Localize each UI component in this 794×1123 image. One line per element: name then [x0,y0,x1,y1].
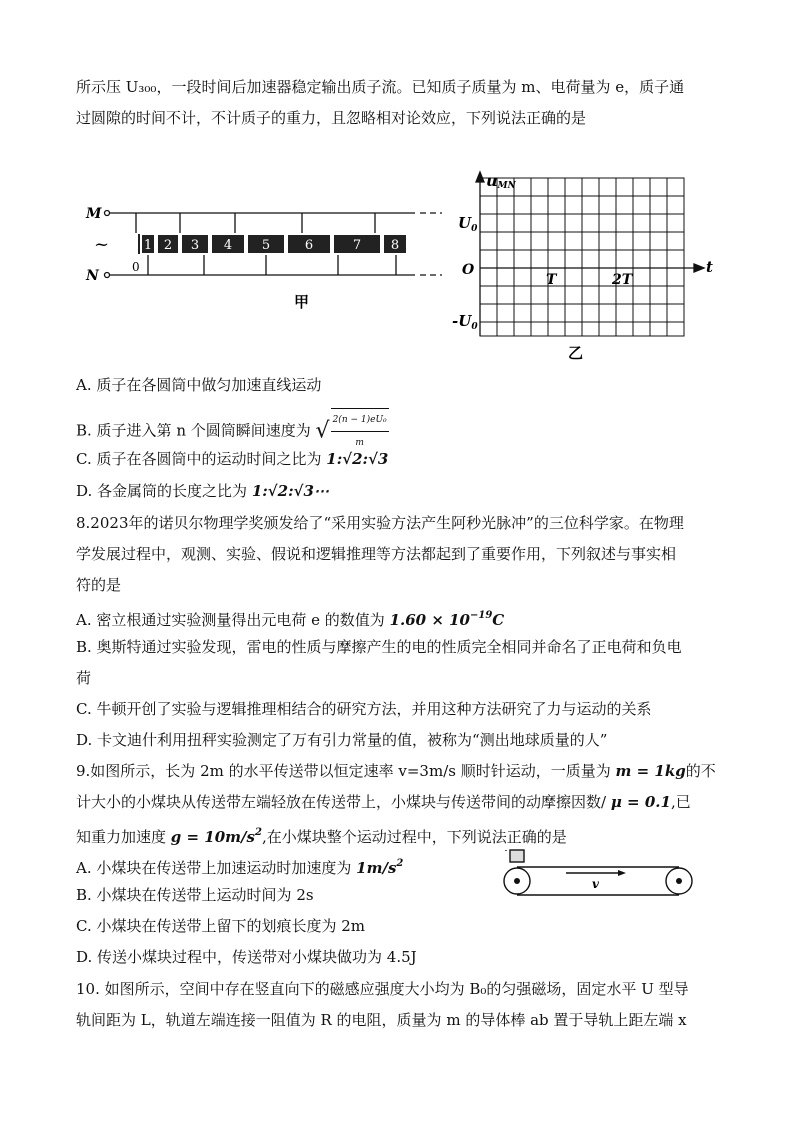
q7-option-b: B. 质子进入第 n 个圆筒瞬间速度为 √ $\frac{\text{2(n − 1)eU₀}}{m}$ [76,408,389,454]
q8-stem-2: 学发展过程中，观测、实验、假说和逻辑推理等方法都起到了重要作用，下列叙述与事实相 [76,545,677,563]
q7-option-c: C. 质子在各圆筒中的运动时间之比为 1:√2:√3 [76,450,389,468]
q10-stem-2: 轨间距为 L，轨道左端连接一阻值为 R 的电阻，质量为 m 的导体棒 ab 置于导轨上距左端 x [76,1011,687,1029]
q9-stem-1: 9.如图所示，长为 2m 的水平传送带以恒定速率 v=3m/s 顺时针运动，一质量为 m = 1kg的不 [76,762,716,780]
tube-label: 2 [163,238,173,253]
figure-conveyor-belt [496,848,702,898]
tube-label: 8 [390,238,400,253]
q8-stem-1: 8.2023年的诺贝尔物理学奖颁发给了“采用实验方法产生阿秒光脉冲”的三位科学家。在物理 [76,514,684,532]
q9-option-c: C. 小煤块在传送带上留下的划痕长度为 2m [76,917,366,935]
2t-label: 2T [612,272,633,288]
tube-label: 6 [304,238,314,253]
label-m: M [86,206,102,222]
q8-option-b-1: B. 奥斯特通过实验发现，雷电的性质与摩擦产生的电的性质完全相同并命名了正电荷和负电 [76,638,682,656]
figure-accelerator [80,195,450,315]
t-label: T [546,272,557,288]
intro-line-2: 过圆隙的时间不计，不计质子的重力，且忽略相对论效应，下列说法正确的是 [76,109,587,127]
tube-label: 4 [223,238,233,253]
q9-option-d: D. 传送小煤块过程中，传送带对小煤块做功为 4.5J [76,948,417,966]
q8-option-b-2: 荷 [76,669,92,687]
u0-label: $U_0$ [458,214,478,234]
tube-label: 3 [190,238,200,253]
belt-velocity-label: v [592,877,599,891]
ac-source-symbol: ~ [94,234,110,255]
q8-stem-3: 符的是 [76,576,122,594]
tube-label: 5 [261,238,271,253]
q9-option-b: B. 小煤块在传送带上运动时间为 2s [76,886,314,904]
q9-stem-3: 知重力加速度 $g = 10m/s^2$,在小煤块整个运动过程中，下列说法正确的是 [76,827,567,846]
caption-jia: 甲 [294,293,310,311]
y-axis-label: uMN [486,171,516,191]
q8-option-d: D. 卡文迪什利用扭秤实验测定了万有引力常量的值，被称为“测出地球质量的人” [76,731,608,749]
q8-option-a: A. 密立根通过实验测量得出元电荷 e 的数值为 $1.60 \times 10^{-19}C$ [76,610,505,629]
q9-option-a: A. 小煤块在传送带上加速运动时加速度为 $1m/s^2$ [76,858,404,877]
q10-stem-1: 10. 如图所示，空间中存在竖直向下的磁感应强度大小均为 B₀的匀强磁场，固定水平 U 型导 [76,980,689,998]
caption-yi: 乙 [568,344,584,362]
neg-u0-label: $-U_0$ [452,312,478,332]
x-axis-label: t [706,258,713,276]
intro-line-1: 所示压 U₃₀₀，一段时间后加速器稳定输出质子流。已知质子质量为 m、电荷量为 e，质子通 [76,78,685,96]
q9-stem-2: 计大小的小煤块从传送带左端轻放在传送带上，小煤块与传送带间的动摩擦因数/ μ = 0.1,已 [76,793,691,811]
origin-label: O [462,262,475,278]
label-n: N [86,268,99,284]
tube-label: 7 [352,238,362,253]
label-zero: 0 [132,260,140,274]
figure-voltage-graph [448,168,728,363]
q8-option-c: C. 牛顿开创了实验与逻辑推理相结合的研究方法，并用这种方法研究了力与运动的关系 [76,700,652,718]
q7-option-a: A. 质子在各圆筒中做匀加速直线运动 [76,376,322,394]
q7-option-d: D. 各金属筒的长度之比为 1:√2:√3⋯ [76,482,329,500]
tube-label: 1 [143,238,153,253]
